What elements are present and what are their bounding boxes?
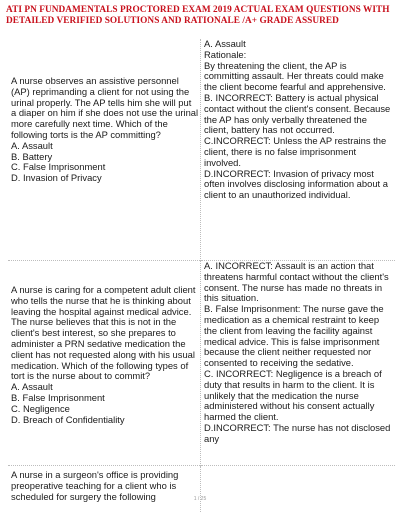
question-cell xyxy=(8,261,201,466)
answer-line: D.INCORRECT: Invasion of privacy most often involves disclosing information about a client to an unauthorized individual. xyxy=(204,167,388,201)
title-line-1: ATI PN FUNDAMENTALS PROCTORED EXAM 2019 ACTUAL EXAM QUESTIONS WITH xyxy=(6,5,390,15)
answer-line: C.INCORRECT: Unless the AP restrains the client, there is no false imprisonment involved. xyxy=(204,135,387,168)
answer-line: C. INCORRECT: Negligence is a breach of duty that results in harm to the client. It is unlikely that the medication the nurse administered without his consent actually harmed the client. xyxy=(204,367,382,423)
option-d: D. Breach of Confidentiality xyxy=(11,413,125,425)
option-d: D. Invasion of Privacy xyxy=(11,172,102,184)
question-table xyxy=(8,39,395,512)
option-b: B. False Imprisonment xyxy=(11,391,105,403)
question-text: A nurse in a surgeon's office is providing preoperative teaching for a client who is scheduled for surgery the following xyxy=(11,469,179,502)
document-title xyxy=(6,5,396,27)
table-row xyxy=(8,466,395,513)
page-number: 1 / 25 xyxy=(193,496,207,502)
question-text: A nurse observes an assistive personnel (AP) reprimanding a client for not using the urinal properly. The AP tells him she will put a diaper on him if she does not use the urinal more carefully next time. Which of the following torts is the AP committing? xyxy=(11,75,199,140)
answer-line: By threatening the client, the AP is committing assault. Her threats could make the client become fearful and apprehensive. xyxy=(204,59,386,93)
option-c: C. Negligence xyxy=(11,402,70,414)
answer-line: B. False Imprisonment: The nurse gave the medication as a chemical restraint to keep the client from leaving the facility against medical advice. This is false imprisonment because the client neither requested nor consented to receiving the sedative. xyxy=(204,303,384,369)
answer-line: B. INCORRECT: Battery is actual physical contact without the client's consent. Because the AP has only verbally threatened the client, battery has not occurred. xyxy=(204,91,391,136)
answer-cell xyxy=(201,39,396,261)
answer-cell xyxy=(201,466,396,513)
option-a: A. Assault xyxy=(11,139,53,151)
option-b: B. Battery xyxy=(11,150,53,162)
table-row xyxy=(8,39,395,261)
title-line-2: DETAILED VERIFIED SOLUTIONS AND RATIONALE /A+ GRADE ASSURED xyxy=(6,16,339,26)
option-c: C. False Imprisonment xyxy=(11,161,106,173)
answer-line: A. Assault xyxy=(204,38,246,49)
answer-line: A. INCORRECT: Assault is an action that threatens harmful contact without the client's consent. The nurse has made no threats in this situation. xyxy=(204,260,389,304)
answer-line: D.INCORRECT: The nurse has not disclosed any xyxy=(204,421,391,444)
question-cell xyxy=(8,466,201,513)
table-row xyxy=(8,261,395,466)
answer-line: Rationale: xyxy=(204,48,247,60)
answer-cell xyxy=(201,261,396,466)
question-text: A nurse is caring for a competent adult client who tells the nurse that he is thinking about leaving the hospital against medical advice. The nurse believes that this is not in the client's best interest, so she prepares to administer a PRN sedative medication the client has not requested along with his usual medication. Which of the following types of tort is the nurse about to commit? xyxy=(11,284,196,382)
question-cell xyxy=(8,39,201,261)
option-a: A. Assault xyxy=(11,381,53,393)
